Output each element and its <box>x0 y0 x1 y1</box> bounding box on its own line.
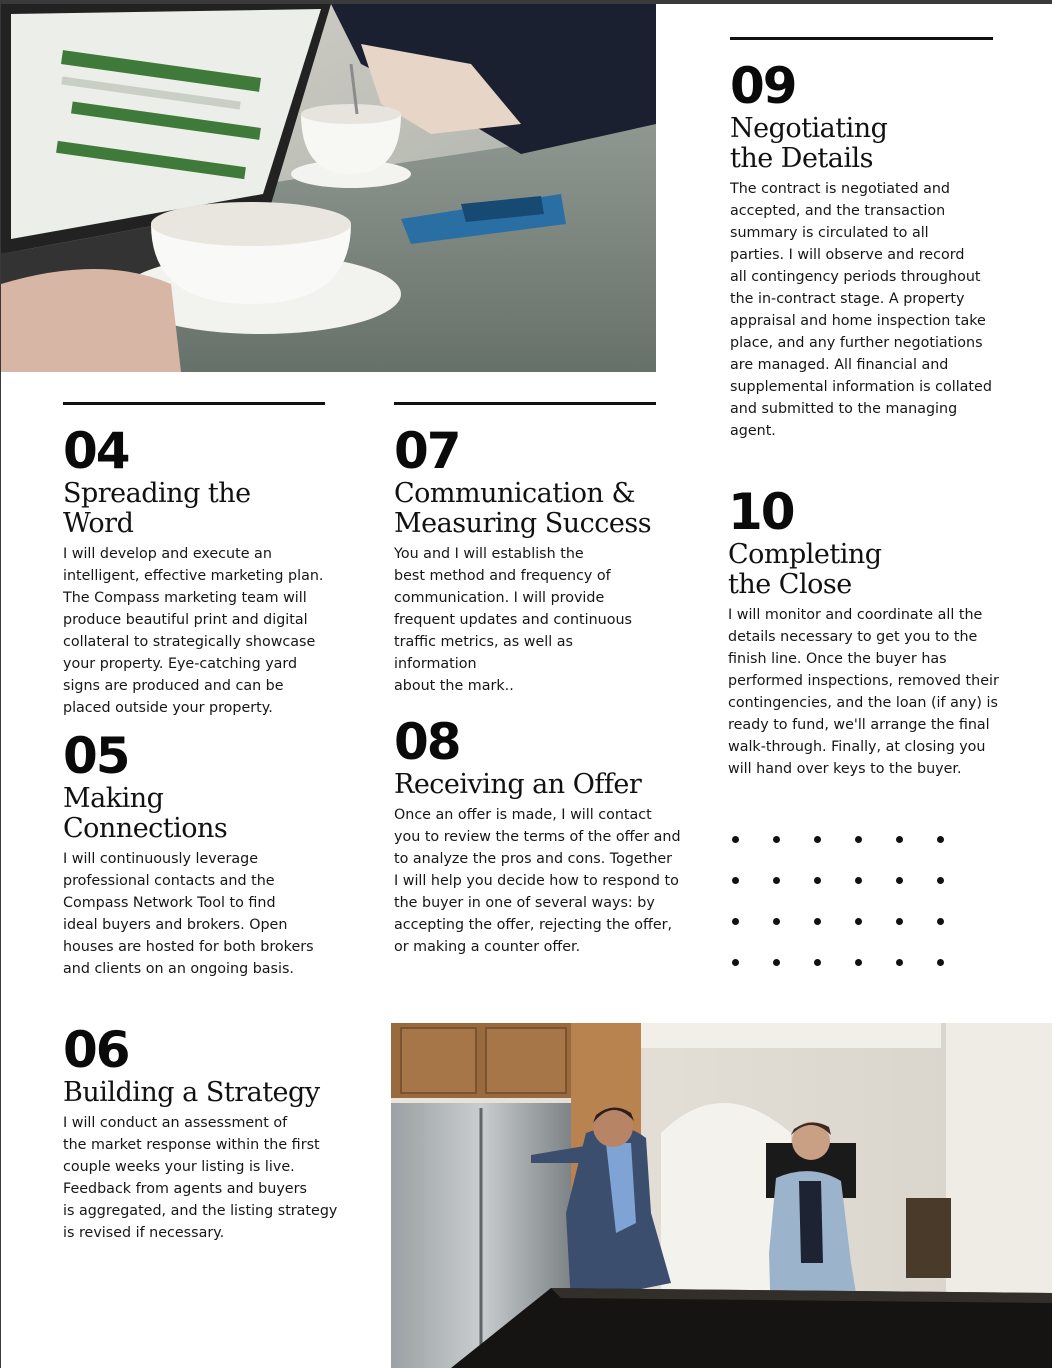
dot <box>773 836 780 843</box>
section-body: I will conduct an assessment of the market response within the first couple weeks your listing is live. Feedback from agents and buyers is aggregated, and the listing strategy is revised if necessary. <box>63 1115 338 1241</box>
section-rule <box>63 402 325 405</box>
section-number: 06 <box>63 1021 129 1079</box>
dot <box>814 918 821 925</box>
section-body: Once an offer is made, I will contact you to review the terms of the offer and to analyze the pros and cons. Together I will help you decide how to respond to the buyer in one of several ways: by accepting the offer, rejecting the offer, or making a counter offer. <box>394 807 681 955</box>
dot <box>773 877 780 884</box>
section-body: I will develop and execute an intelligent, effective marketing plan. The Compass marketing team will produce beautiful print and digital collateral to strategically showcase your property. Eye-catching yard signs are produced and can be placed outside your property. <box>63 546 324 716</box>
section-title: Building a Strategy <box>63 1077 320 1108</box>
section-body: You and I will establish the best method and frequency of communication. I will provide frequent updates and continuous traffic metrics, as well as information about the mark.. <box>394 546 632 694</box>
dot <box>896 918 903 925</box>
section-title: Negotiating the Details <box>730 113 888 174</box>
section-body: I will monitor and coordinate all the details necessary to get you to the finish line. Once the buyer has performed inspections, removed their contingencies, and the loan (if any) is ready to fund, we'll arrange the final walk-through. Finally, at closing you will hand over keys to the buyer. <box>728 607 999 777</box>
section-09 <box>730 37 993 442</box>
dot <box>732 836 739 843</box>
section-rule <box>394 402 656 405</box>
dot <box>732 877 739 884</box>
dot <box>732 918 739 925</box>
section-07 <box>394 402 656 697</box>
dot <box>937 918 944 925</box>
dot <box>814 836 821 843</box>
dot <box>937 836 944 843</box>
section-number: 08 <box>394 713 460 771</box>
dot <box>855 836 862 843</box>
section-10 <box>728 483 1028 780</box>
dot <box>732 959 739 966</box>
section-number: 07 <box>394 422 460 480</box>
dot-grid-icon <box>732 836 952 976</box>
section-title: Communication & Measuring Success <box>394 478 652 539</box>
section-body: The contract is negotiated and accepted, and the transaction summary is circulated to all parties. I will observe and record all contingency periods throughout the in-contract stage. A property appraisal and home inspection take place, and any further negotiations are managed. All financial and supplemental information is collated and submitted to the managing agent. <box>730 181 992 439</box>
dot <box>773 918 780 925</box>
section-number: 04 <box>63 422 129 480</box>
dot <box>855 918 862 925</box>
dot <box>937 877 944 884</box>
meeting-photo-icon <box>1 4 656 372</box>
kitchen-showing-photo-icon <box>391 1023 1052 1368</box>
section-04 <box>63 402 325 719</box>
section-title: Completing the Close <box>728 539 882 600</box>
dot <box>896 877 903 884</box>
dot <box>814 877 821 884</box>
dot <box>896 959 903 966</box>
dot <box>855 877 862 884</box>
dot <box>896 836 903 843</box>
dot <box>937 959 944 966</box>
dot <box>773 959 780 966</box>
section-title: Making Connections <box>63 783 228 844</box>
dot <box>814 959 821 966</box>
section-title: Spreading the Word <box>63 478 251 539</box>
section-05 <box>63 727 353 980</box>
section-number: 05 <box>63 727 129 785</box>
section-number: 10 <box>728 483 794 541</box>
section-number: 09 <box>730 57 796 115</box>
section-body: I will continuously leverage professional contacts and the Compass Network Tool to find ideal buyers and brokers. Open houses are hosted for both brokers and clients on an ongoing basis. <box>63 851 314 977</box>
section-title: Receiving an Offer <box>394 769 642 800</box>
section-08 <box>394 713 694 958</box>
section-06 <box>63 1021 363 1244</box>
dot <box>855 959 862 966</box>
section-rule <box>730 37 993 40</box>
